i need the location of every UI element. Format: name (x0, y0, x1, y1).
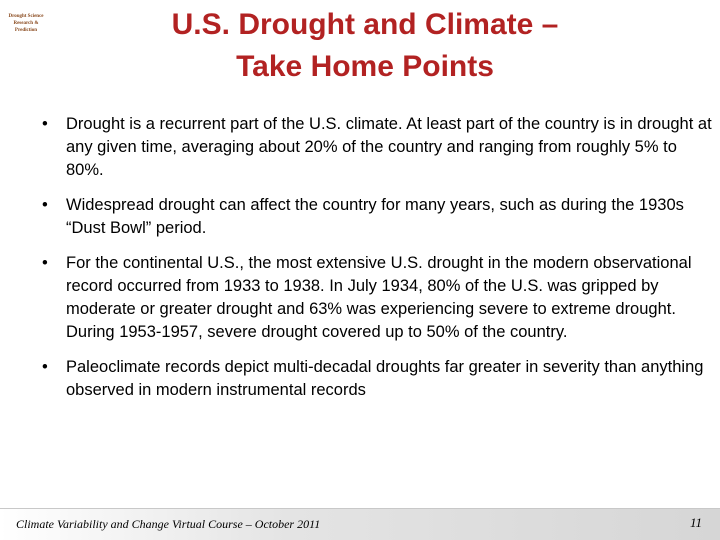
bullet-text: Paleoclimate records depict multi-decadal droughts far greater in severity than anything observed in modern instrumental records (66, 358, 704, 399)
bullet-dot: • (42, 358, 48, 376)
bullet-item (40, 194, 715, 240)
footer-divider (0, 508, 720, 509)
bullet-dot: • (42, 196, 48, 214)
slide-title-line-1: U.S. Drought and Climate – (171, 8, 559, 41)
bullet-dot: • (42, 254, 48, 272)
logo-line-2: Research & Prediction (13, 20, 39, 33)
bullet-item (40, 113, 715, 182)
bullet-text: Drought is a recurrent part of the U.S. climate. At least part of the country is in drought at any given time, averaging about 20% of the country and ranging from roughly 5% to 80%. (66, 115, 712, 179)
slide-title (60, 4, 670, 88)
bullet-item (40, 252, 715, 344)
logo (4, 4, 48, 42)
page-number: 11 (689, 515, 702, 530)
bullet-text: For the continental U.S., the most extensive U.S. drought in the modern observational record occurred from 1933 to 1938. In July 1934, 80% of the U.S. was gripped by moderate or greater drought and 63% was experiencing severe to extreme drought. During 1953-1957, severe drought covered up to 50% of the country. (66, 254, 692, 341)
slide-title-line-2: Take Home Points (236, 50, 494, 83)
bullet-dot: • (42, 115, 48, 133)
footer-course-text: Climate Variability and Change Virtual Course – October 2011 (16, 517, 321, 531)
bullet-list (40, 113, 715, 414)
bullet-item (40, 356, 715, 402)
bullet-text: Widespread drought can affect the country for many years, such as during the 1930s “Dust Bowl” period. (66, 196, 684, 237)
logo-line-1: Drought Science (8, 13, 44, 19)
